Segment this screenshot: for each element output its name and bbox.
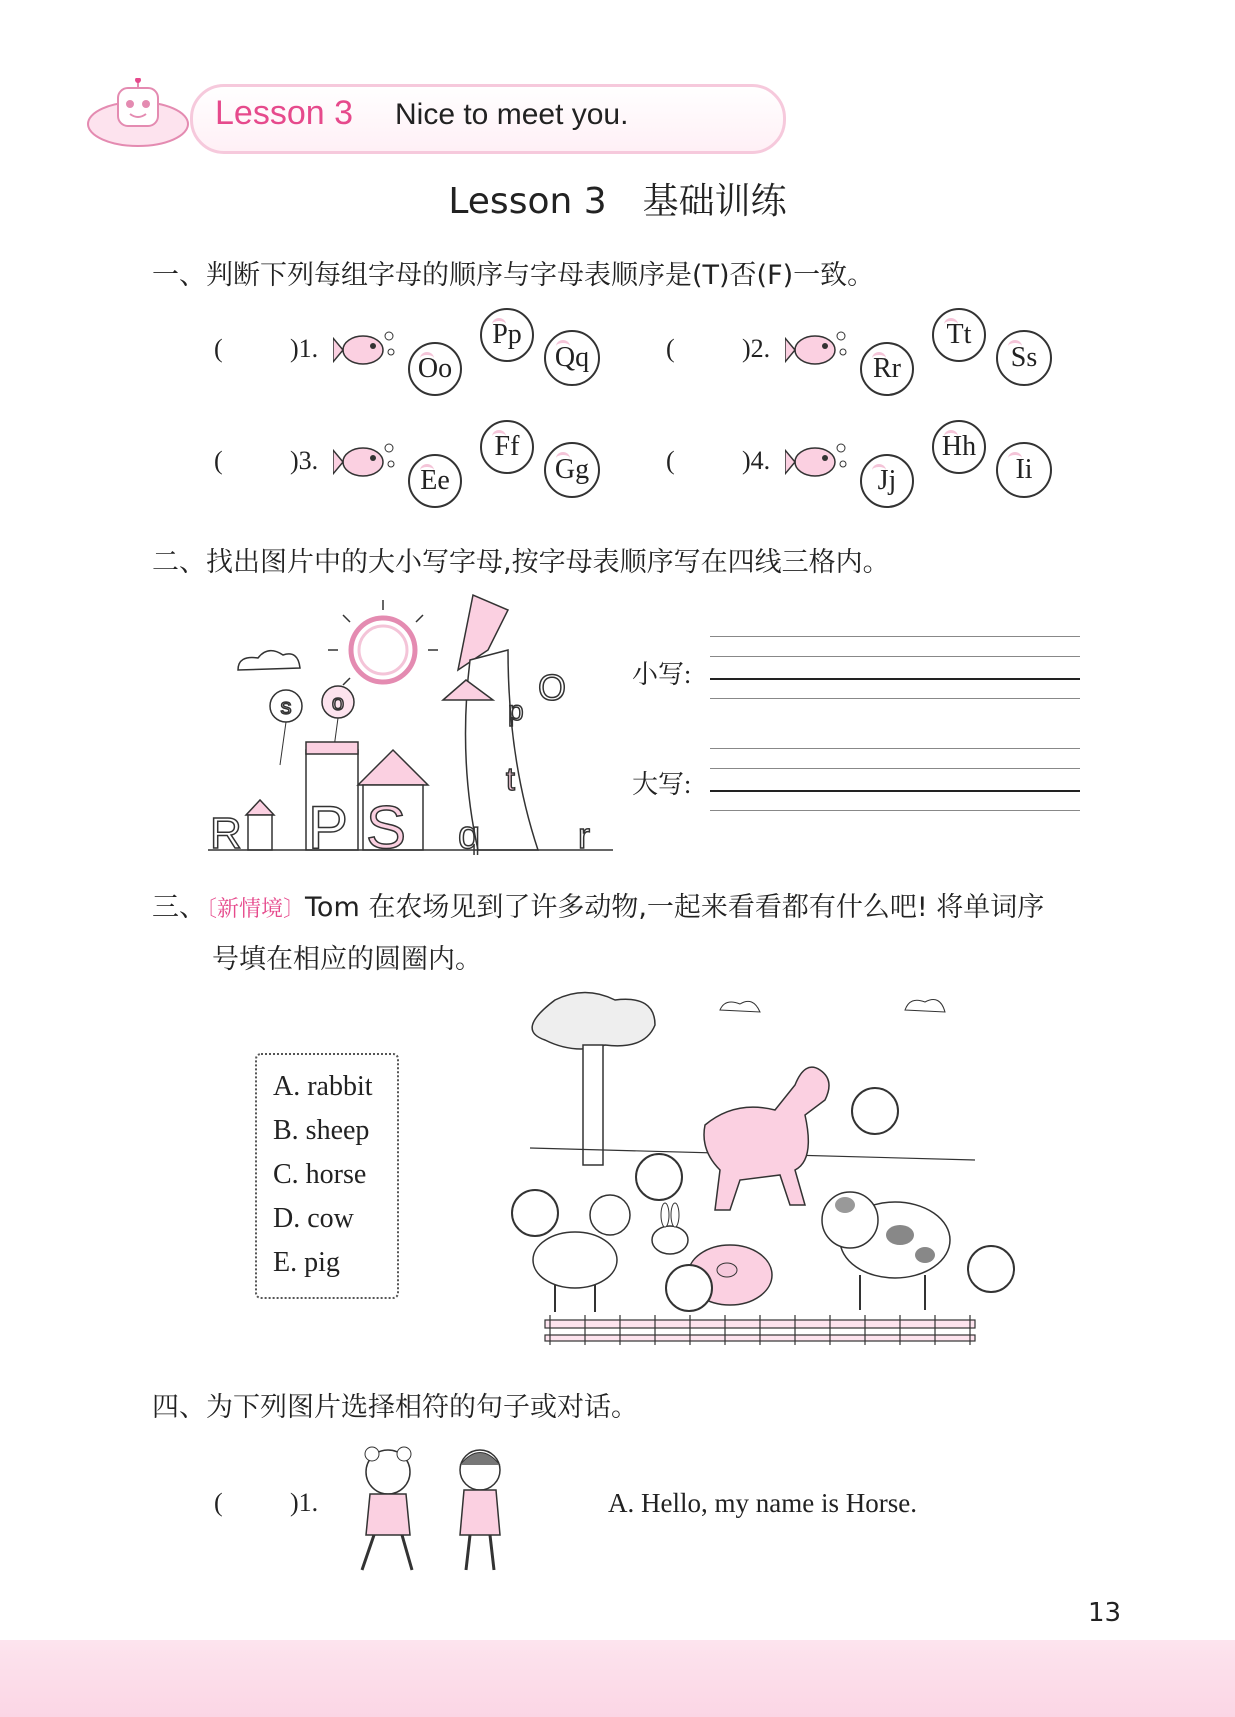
- scene-letter: p: [508, 695, 524, 726]
- word-item: B. sheep: [273, 1115, 370, 1146]
- fish-icon: [333, 436, 395, 488]
- list-item: [662, 431, 1102, 542]
- section4-heading: 四、为下列图片选择相符的句子或对话。: [152, 1392, 638, 1423]
- scene-letter: S: [366, 794, 407, 855]
- answer-paren-open[interactable]: (: [666, 446, 675, 475]
- section2-heading: 二、找出图片中的大小写字母,按字母表顺序写在四线三格内。: [152, 547, 890, 578]
- answer-circle-sheep[interactable]: [511, 1189, 559, 1237]
- answer-circle-pig[interactable]: [665, 1264, 713, 1312]
- page-title: Lesson 3 基础训练: [448, 181, 787, 222]
- answer-circle-rabbit[interactable]: [635, 1153, 683, 1201]
- letter-bubble: Jj: [860, 454, 914, 508]
- letter-bubble: Qq: [544, 330, 600, 386]
- list-item: [210, 319, 650, 430]
- letter-bubble: Ee: [408, 454, 462, 508]
- fish-icon: [333, 324, 395, 376]
- section3-heading: [152, 885, 1044, 924]
- list-item: [210, 431, 650, 542]
- letter-bubble: Rr: [860, 342, 914, 396]
- lesson-subtitle: Nice to meet you.: [395, 98, 629, 131]
- letter-bubble: Tt: [932, 308, 986, 362]
- letter-bubble: Gg: [544, 442, 600, 498]
- characters-greeting-illustration: [340, 1440, 530, 1580]
- list-item: [662, 319, 1102, 430]
- option-a: A. Hello, my name is Horse.: [608, 1488, 917, 1518]
- answer-paren-open[interactable]: (: [666, 334, 675, 363]
- uppercase-label: 大写:: [632, 770, 692, 799]
- section4-item: [210, 1440, 1110, 1580]
- section3-heading-line2: 号填在相应的圆圈内。: [212, 944, 482, 975]
- scene-letter: r: [578, 815, 590, 855]
- scene-letter: q: [458, 813, 481, 855]
- page-number: 13: [1088, 1598, 1122, 1628]
- letter-bubble: Pp: [480, 308, 534, 362]
- scene-letter: P: [308, 794, 349, 855]
- lowercase-label: 小写:: [632, 660, 692, 689]
- letter-bubble: Ii: [996, 442, 1052, 498]
- letter-bubble: Hh: [932, 420, 986, 474]
- scene-letter: t: [506, 761, 515, 797]
- section1-heading: 一、判断下列每组字母的顺序与字母表顺序是(T)否(F)一致。: [152, 260, 875, 291]
- item-number: )1.: [290, 1488, 319, 1517]
- letter-bubble: Ff: [480, 420, 534, 474]
- item-number: )3.: [290, 446, 319, 475]
- word-bank: [255, 1053, 399, 1299]
- word-item: D. cow: [273, 1203, 354, 1234]
- scene-letter: R: [210, 809, 242, 855]
- section3-text: Tom 在农场见到了许多动物,一起来看看都有什么吧! 将单词序: [305, 892, 1045, 923]
- word-item: E. pig: [273, 1247, 340, 1278]
- answer-paren-open[interactable]: (: [214, 446, 223, 475]
- fish-icon: [785, 324, 847, 376]
- answer-circle-cow[interactable]: [967, 1245, 1015, 1293]
- new-context-tag: 〔新情境〕: [206, 897, 306, 922]
- answer-paren-open[interactable]: (: [214, 334, 223, 363]
- section1-items: [210, 319, 1170, 530]
- item-number: )2.: [742, 334, 771, 363]
- word-item: C. horse: [273, 1159, 367, 1190]
- item-number: )1.: [290, 334, 319, 363]
- fish-icon: [785, 436, 847, 488]
- lesson-tag: Lesson 3: [215, 94, 353, 132]
- item-number: )4.: [742, 446, 771, 475]
- letter-scene-illustration: [208, 590, 613, 855]
- section3-prefix: 三、: [152, 892, 206, 923]
- farm-animals-illustration: [505, 990, 1025, 1350]
- answer-paren-open[interactable]: (: [214, 1488, 223, 1517]
- scene-letter: o: [331, 690, 345, 715]
- scene-letter: O: [538, 667, 567, 708]
- page-footer-bar: [0, 1640, 1235, 1717]
- letter-bubble: Oo: [408, 342, 462, 396]
- answer-circle-horse[interactable]: [851, 1087, 899, 1135]
- mascot-robot-icon: [80, 78, 200, 150]
- letter-bubble: Ss: [996, 330, 1052, 386]
- scene-letter: s: [280, 694, 292, 719]
- lesson-banner: [80, 78, 700, 150]
- word-item: A. rabbit: [273, 1071, 373, 1102]
